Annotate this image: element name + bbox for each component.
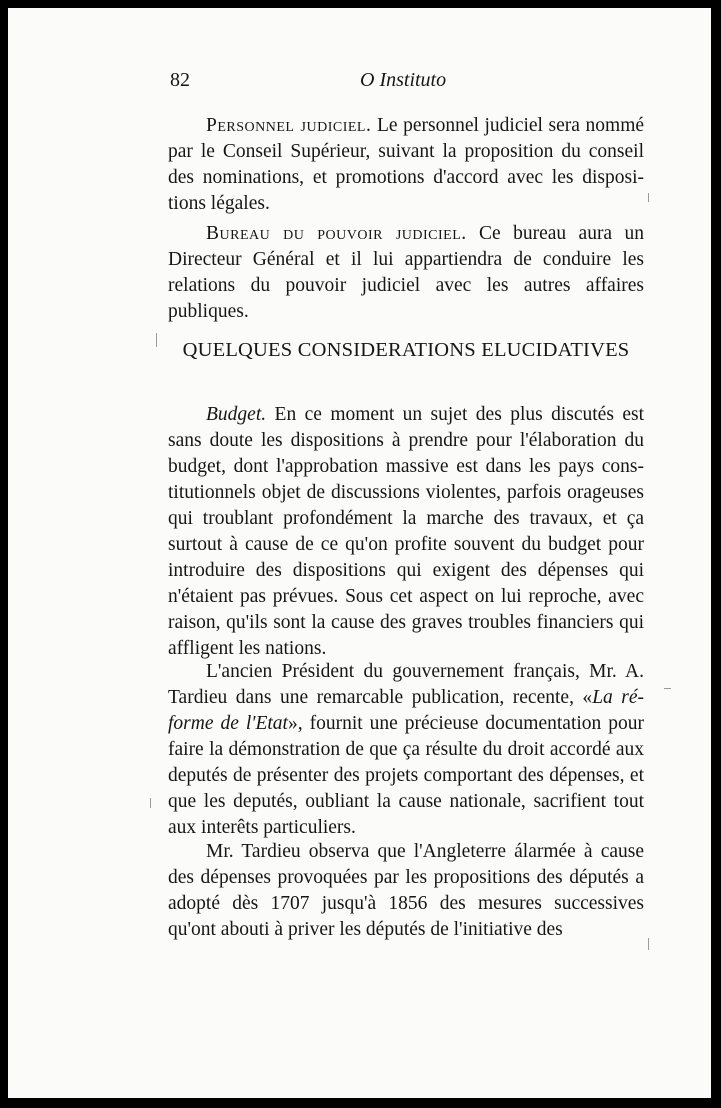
scan-speck	[648, 193, 649, 202]
paragraph-tardieu	[168, 659, 644, 841]
section-heading: QUELQUES CONSIDERATIONS ELUCIDATIVES	[182, 339, 630, 361]
page-number: 82	[170, 69, 190, 91]
tardieu-text-after: », fournit une précieuse documentation pour faire la démonstration de que ça résulte du droit accordé aux deputés de présenter des projets comportant des dépenses, et que les deputés, oubliant la cause nationale, sacrifient tout aux interêts particuliers.	[168, 713, 645, 838]
scan-speck	[648, 938, 649, 950]
paragraph-angleterre	[168, 839, 644, 943]
journal-title: O Instituto	[360, 69, 447, 91]
scan-speck	[156, 333, 157, 347]
book-page	[8, 8, 711, 1098]
paragraph-budget	[168, 402, 644, 662]
budget-label: Budget.	[206, 404, 267, 425]
scan-speck	[150, 798, 151, 808]
angleterre-text: Mr. Tardieu observa que l'Angleterre álarmée à cause des dépenses provoquées par les propositions des députés a adopté dès 1707 jusqu'à 1856 des mesures successives qu'ont abouti à priver les députés de l'initiative des	[168, 841, 644, 940]
section-text-bureau: Ce bureau aura un Directeur Général et il lui appartiendra de conduire les relations du pouvoir judiciel avec les autres affaires publiques.	[168, 223, 644, 322]
paragraph-bureau-pouvoir-judiciel	[168, 221, 644, 325]
tardieu-publication-title: La réforme de l'Etat	[168, 687, 645, 734]
paragraph-personnel-judiciel	[168, 113, 644, 217]
tardieu-text-before: L'ancien Président du gouvernement français, Mr. A. Tardieu dans une remarcable publication, recente, «	[168, 661, 644, 708]
running-header	[170, 69, 642, 97]
section-label-bureau: Bureau du pouvoir judiciel.	[206, 223, 467, 244]
section-label-personnel: Personnel judiciel.	[206, 115, 372, 136]
section-text-personnel: Le personnel judiciel sera nommé par le Conseil Supérieur, suivant la proposition du conseil des nominations, et promotions d'accord avec les dispositions légales.	[168, 115, 645, 214]
budget-text: En ce moment un sujet des plus discutés est sans doute les dispositions à prendre pour l'élaboration du budget, dont l'approbation massive est dans les pays constitutionnels objet de discussions violentes, parfois orageuses qui troublant profondément la marche des travaux, et ça surtout à cause de ce qu'on profite souvent du budget pour introduire des dispositions qui exigent des dépenses qui n'étaient pas prévues. Sous cet aspect on lui reproche, avec raison, qu'ils sont la cause des graves troubles financiers qui affligent les nations.	[168, 404, 645, 659]
scan-speck	[664, 688, 671, 689]
